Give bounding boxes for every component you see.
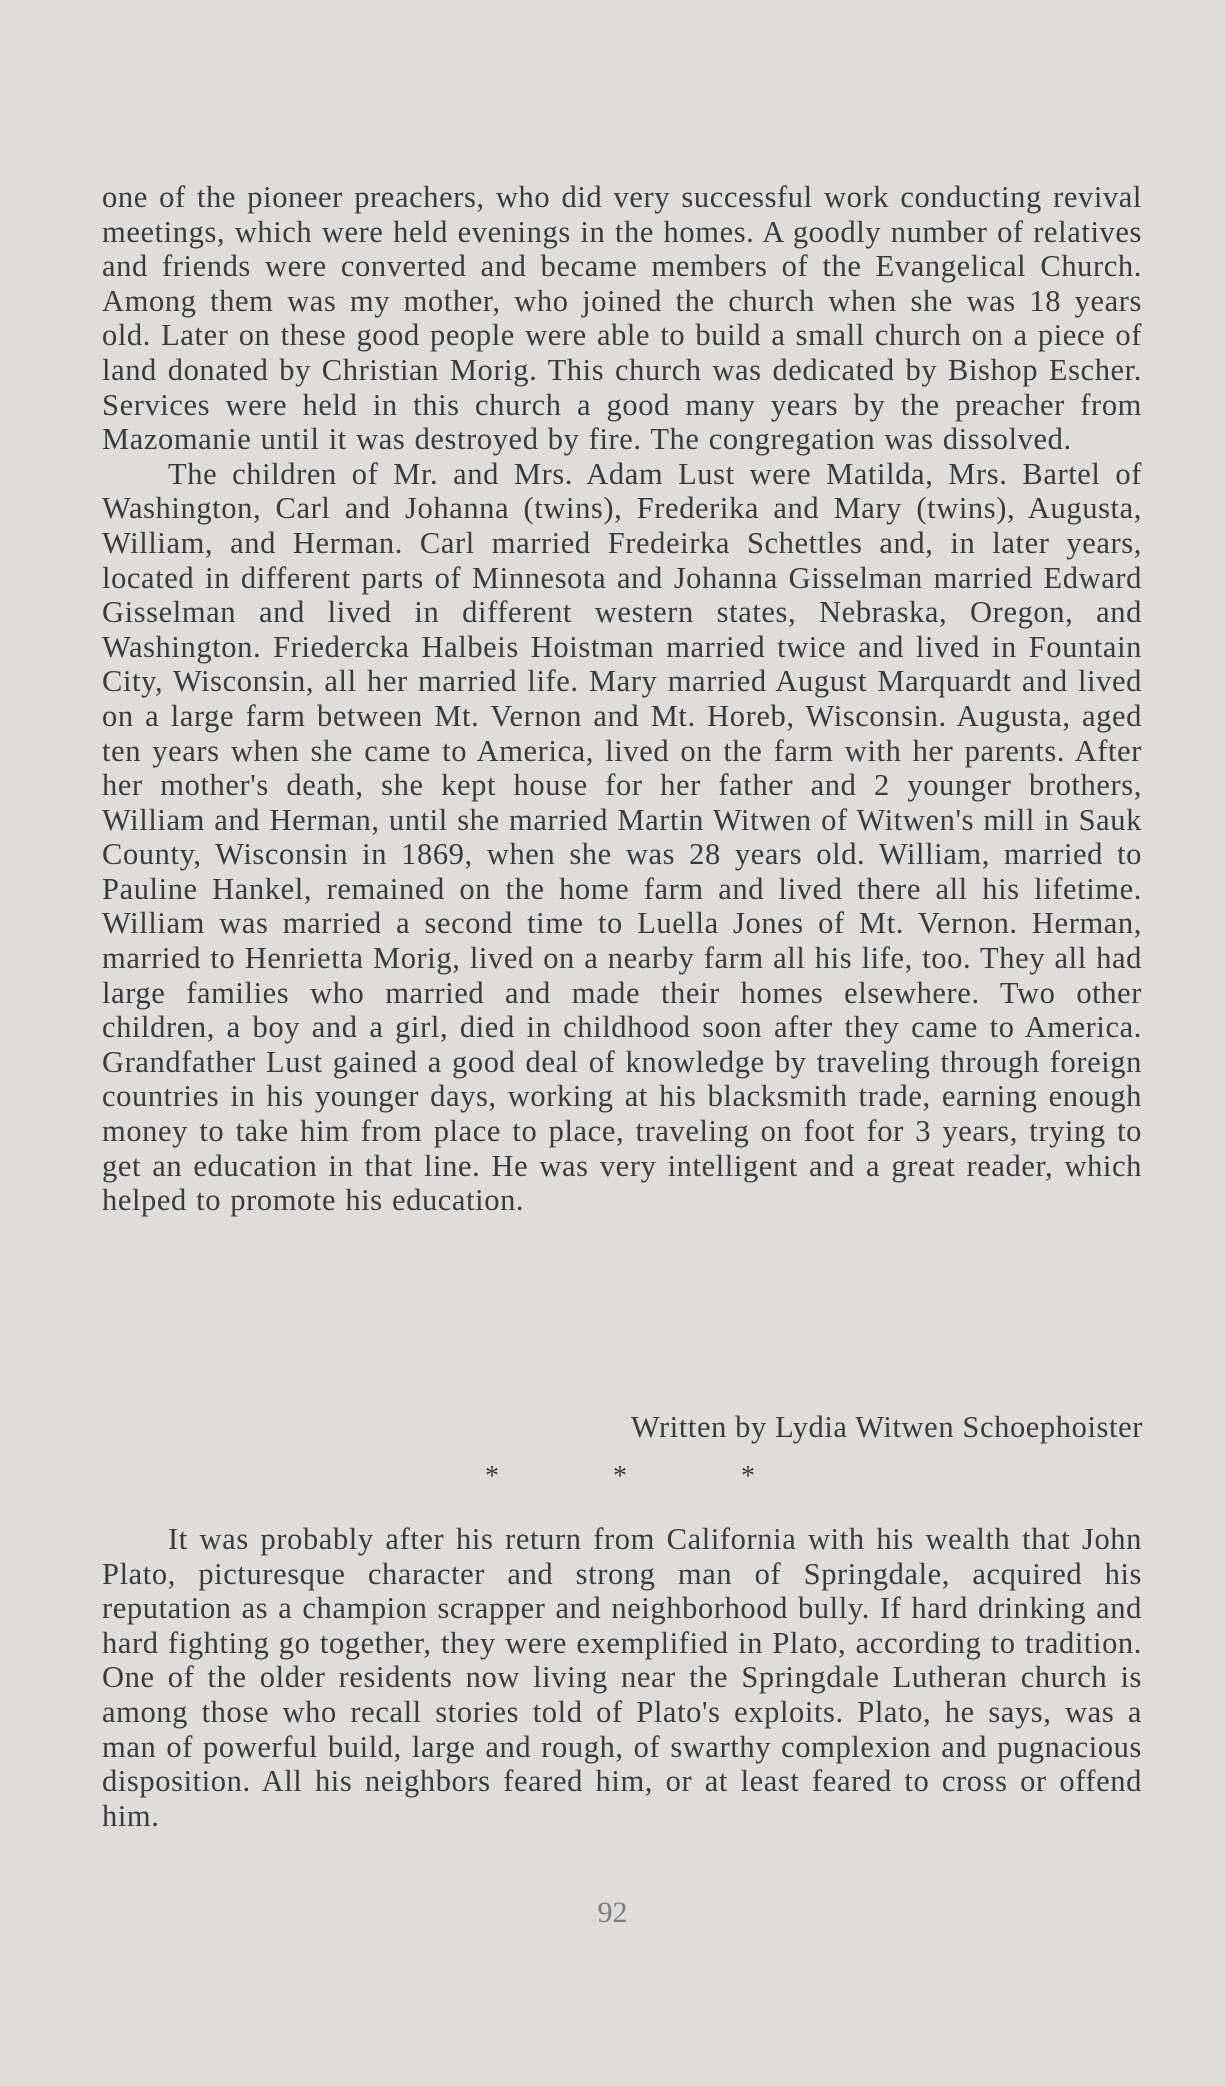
paragraph-john-plato: It was probably after his return from California with his wealth that John Plato, picturesque character and strong man of Springdale, acquired his reputation as a champion scrapper and neighborhood bully. If hard drinking and hard fighting go together, they were exemplified in Plato, according to tradition. One of the older residents now living near the Springdale Lutheran church is among those who recall stories told of Plato's exploits. Plato, he says, was a man of powerful build, large and rough, of swarthy complexion and pugnacious disposition. All his neighbors feared him, or at least feared to cross or offend him. [102,1522,1142,1833]
page-number: 92 [597,1896,628,1929]
author-signature: Written by Lydia Witwen Schoephoister [630,1410,1143,1444]
main-text-bottom [102,1522,1142,1833]
section-separator [485,1460,755,1494]
asterisk: * [613,1461,627,1492]
paragraph-church-history: one of the pioneer preachers, who did very successful work conducting revival meetings, which were held evenings in the homes. A goodly number of relatives and friends were converted and became members of the Evangelical Church. Among them was my mother, who joined the church when she was 18 years old. Later on these good people were able to build a small church on a piece of land donated by Christian Morig. This church was dedicated by Bishop Escher. Services were held in this church a good many years by the preacher from Mazomanie until it was destroyed by fire. The congregation was dissolved. [102,180,1142,457]
paragraph-lust-children: The children of Mr. and Mrs. Adam Lust were Matilda, Mrs. Bartel of Washington, Carl and Johanna (twins), Frederika and Mary (twins), Augusta, William, and Herman. Carl married Fredeirka Schettles and, in later years, located in different parts of Minnesota and Johanna Gisselman married Edward Gisselman and lived in different western states, Nebraska, Oregon, and Washington. Friedercka Halbeis Hoistman married twice and lived in Fountain City, Wisconsin, all her married life. Mary married August Marquardt and lived on a large farm between Mt. Vernon and Mt. Horeb, Wisconsin. Augusta, aged ten years when she came to America, lived on the farm with her parents. After her mother's death, she kept house for her father and 2 younger brothers, William and Herman, until she married Martin Witwen of Witwen's mill in Sauk County, Wisconsin in 1869, when she was 28 years old. William, married to Pauline Hankel, remained on the home farm and lived there all his lifetime. William was married a second time to Luella Jones of Mt. Vernon. Herman, married to Henrietta Morig, lived on a nearby farm all his life, too. They all had large families who married and made their homes elsewhere. Two other children, a boy and a girl, died in childhood soon after they came to America. Grandfather Lust gained a good deal of knowledge by traveling through foreign countries in his younger days, working at his blacksmith trade, earning enough money to take him from place to place, traveling on foot for 3 years, trying to get an education in that line. He was very intelligent and a great reader, which helped to promote his education. [102,456,1142,1218]
asterisk: * [741,1461,755,1492]
asterisk: * [485,1461,499,1492]
main-text-top [102,180,1142,1218]
